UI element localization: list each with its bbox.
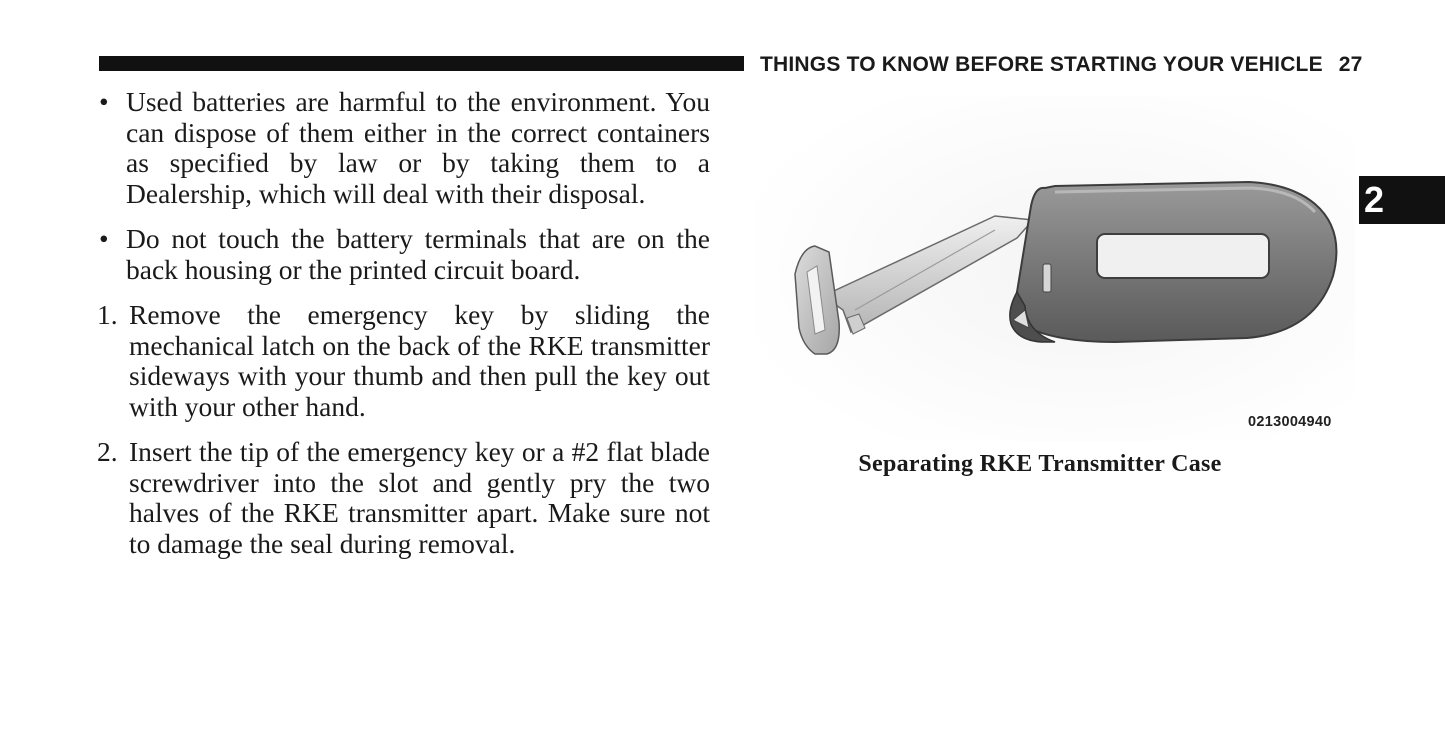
step-number: 1.: [97, 299, 118, 330]
bullet-item: [97, 224, 710, 285]
running-head: [760, 53, 1363, 77]
bullet-marker: •: [99, 86, 109, 117]
step-number: 2.: [97, 436, 118, 467]
bullet-text: Used batteries are harmful to the environment. You can dispose of them either in the correct containers as specified by law or by taking them to a Dealership, which will deal with their disposal.: [126, 86, 710, 209]
fob-slot: [1043, 264, 1051, 292]
step-text: Remove the emergency key by sliding the mechanical latch on the back of the RKE transmitter sideways with your thumb and then pull the key out with your other hand.: [129, 299, 710, 422]
step-item: [97, 300, 710, 422]
step-item: [97, 437, 710, 559]
section-title: THINGS TO KNOW BEFORE STARTING YOUR VEHICLE: [760, 53, 1323, 76]
step-text: Insert the tip of the emergency key or a #2 flat blade screwdriver into the slot and gently pry the two halves of the RKE transmitter apart. Make sure not to damage the seal during removal.: [129, 436, 710, 559]
body-text: [97, 87, 710, 559]
key-fob-illustration: [755, 96, 1355, 441]
header-rule: [99, 56, 744, 71]
bullet-item: [97, 87, 710, 209]
figure-reference-code: 0213004940: [1248, 414, 1332, 430]
key-fob-drawing: [755, 96, 1355, 441]
fob-window: [1097, 234, 1269, 278]
chapter-tab: 2: [1359, 176, 1445, 224]
page-number: 27: [1338, 53, 1363, 76]
bullet-text: Do not touch the battery terminals that are on the back housing or the printed circuit board.: [126, 223, 710, 285]
figure-caption: Separating RKE Transmitter Case: [858, 451, 1222, 477]
bullet-marker: •: [99, 223, 109, 254]
